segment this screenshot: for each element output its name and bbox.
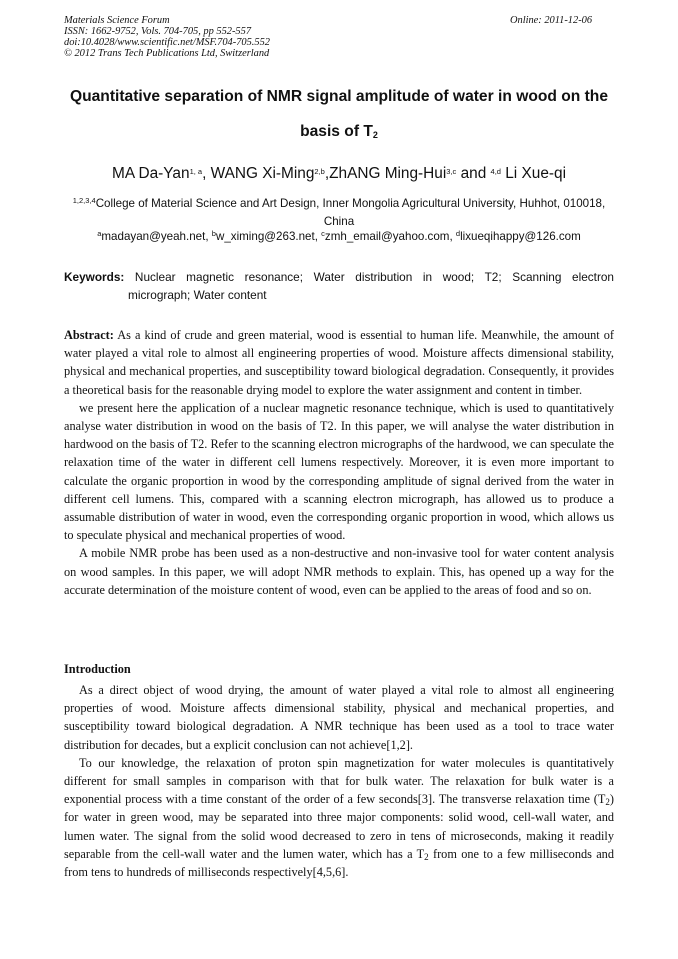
author-4: Li Xue-qi — [500, 165, 566, 182]
intro-p2-sub-2: 2 — [424, 851, 429, 862]
journal-name: Materials Science Forum — [64, 15, 170, 26]
introduction-section — [64, 681, 614, 881]
intro-p2-sub-1: 2 — [605, 797, 610, 808]
email-b: w_ximing@263.net, — [215, 230, 322, 243]
intro-p2-part-c: from one to a few milliseconds and from tens to hundreds of milliseconds respectively[4,5,6]. — [64, 846, 614, 880]
online-date: Online: 2011-12-06 — [510, 15, 593, 26]
issn-line: ISSN: 1662-9752, Vols. 704-705, pp 552-557 — [64, 26, 252, 37]
keywords-line-2: micrograph; Water content — [128, 288, 267, 302]
affiliation-sup: 1,2,3,4 — [72, 196, 96, 205]
author-1: MA Da-Yan — [112, 165, 190, 182]
abstract-paragraph-2: we present here the application of a nuclear magnetic resonance technique, which is used to quantitatively analyse water distribution in wood on the basis of T2. In this paper, we will analyse the water distribution in hardwood on the basis of T2. Refer to the scanning electron micrographs of the hardwood, we can speculate the relaxation time of the water in different cell lumens respectively. Moreover, it is even more important to calculate the organic proportion in wood by the corresponding amplitude of signal derived from the water in different cell lumens. This, compared with a scanning electron micrograph, has allowed us to produce a assumable distribution of water in wood, even the corresponding organic proportion in wood, which allows us to speculate physical and mechanical properties of wood. — [64, 400, 614, 543]
intro-p2-part-a: To our knowledge, the relaxation of proton spin magnetization for water molecules is quantitatively different for small samples in comparison with that for bulk water. The relaxation for bulk water is a exponential process with a time constant of the order of a few seconds[3]. The transverse relaxation time (T — [64, 755, 614, 807]
copyright-line: © 2012 Trans Tech Publications Ltd, Switzerland — [64, 48, 270, 59]
introduction-heading: Introduction — [64, 662, 131, 676]
keywords-line-1 — [64, 268, 614, 286]
email-list — [40, 230, 638, 243]
author-3-sup: 3,c — [446, 167, 457, 176]
abstract-paragraph-3: A mobile NMR probe has been used as a non-destructive and non-invasive tool for water content analysis on wood samples. In this paper, we will adopt NMR methods to explain. This, has opened up a way for the accurate determination of the moisture content of wood, even can be applied to the areas of food and so on. — [64, 546, 614, 597]
author-2-sup: 2,b — [314, 167, 325, 176]
title-line-1: Quantitative separation of NMR signal amplitude of water in wood on the — [69, 88, 609, 105]
abstract-paragraph-1 — [64, 326, 614, 399]
affiliation-text: College of Material Science and Art Design, Inner Mongolia Agricultural University, Huhhot, 010018, China — [95, 197, 606, 228]
email-d: lixueqihappy@126.com — [460, 230, 581, 243]
abstract-section — [64, 326, 614, 599]
email-d-sup: d — [455, 229, 461, 238]
author-1-sup: 1, a — [189, 167, 203, 176]
intro-p2-part-b: ) for water in green wood, may be separated into three major components: solid wood, cell-wall water, and lumen water. The signal from the solid wood decreased to zero in tens of microseconds, making it readily separable from the cell-wall water and the lumen water, which has a T — [64, 792, 614, 861]
author-4-and: and — [456, 165, 491, 182]
title-subscript: 2 — [372, 130, 378, 140]
author-list — [40, 165, 638, 183]
title-line-2-text: basis of T — [300, 123, 373, 140]
keywords-text-1: Nuclear magnetic resonance; Water distribution in wood; T2; Scanning electron — [124, 270, 614, 284]
email-c-sup: c — [321, 229, 325, 238]
journal-header — [64, 15, 270, 59]
introduction-paragraph-2 — [64, 754, 614, 881]
abstract-text-1: As a kind of crude and green material, wood is essential to human life. Meanwhile, the amount of water played a vital role to almost all engineering properties of wood. Moisture affects dimensional stability, physical and mechanical properties, and susceptibility toward biological degradation. Consequently, it provides a theoretical basis for the reasonable drying model to explore the water assignment and content in timber. — [64, 328, 614, 397]
keywords-label: Keywords: — [64, 270, 125, 284]
affiliation — [64, 195, 614, 231]
author-4-sup: 4,d — [490, 167, 501, 176]
email-a: madayan@yeah.net, — [101, 230, 212, 243]
title-line-2 — [40, 123, 638, 141]
introduction-paragraph-1: As a direct object of wood drying, the amount of water played a vital role to almost all engineering properties of wood. Moisture affects dimensional stability, physical and mechanical properties, and susceptibility toward biological degradation. A NMR technique has been used as a tool to trace water distribution for decades, but a explicit conclusion can not achieve[1,2]. — [64, 683, 614, 752]
author-3: ,ZhANG Ming-Hui — [324, 165, 447, 182]
email-c: zmh_email@yahoo.com, — [324, 230, 456, 243]
email-b-sup: b — [211, 229, 216, 238]
doi-line: doi:10.4028/www.scientific.net/MSF.704-705.552 — [64, 37, 270, 48]
abstract-label: Abstract: — [64, 328, 114, 342]
author-2: , WANG Xi-Ming — [202, 165, 315, 182]
email-a-sup: a — [97, 229, 102, 238]
keywords-block — [64, 268, 614, 304]
